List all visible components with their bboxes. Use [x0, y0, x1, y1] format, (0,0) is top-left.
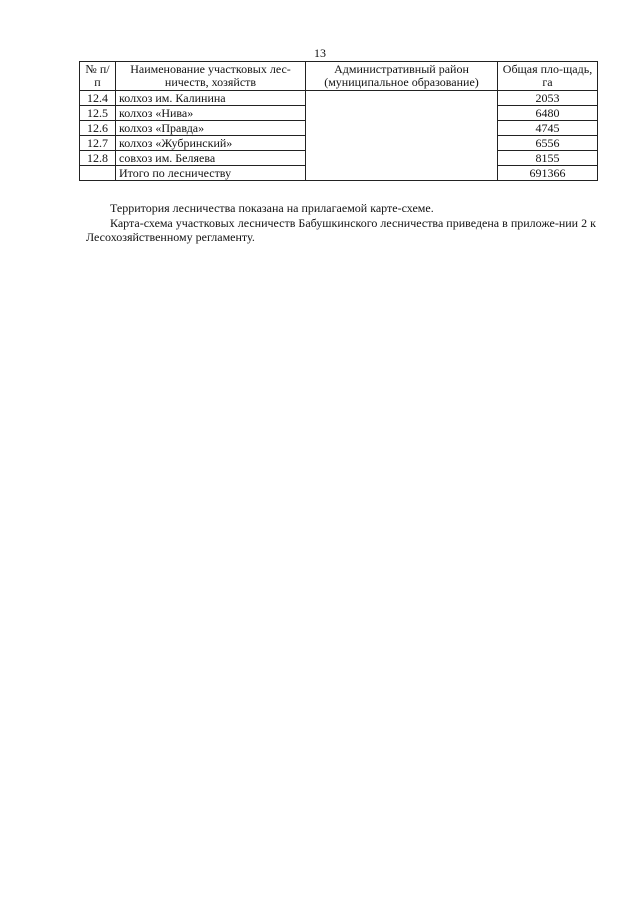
body-text — [86, 201, 596, 245]
header-name: Наименование участковых лес-ничеств, хозяйств — [116, 62, 306, 91]
row-num: 12.5 — [80, 106, 116, 121]
total-area: 691366 — [498, 166, 598, 181]
row-num: 12.8 — [80, 151, 116, 166]
row-name: совхоз им. Беляева — [116, 151, 306, 166]
district-cell — [306, 91, 498, 181]
row-area: 6480 — [498, 106, 598, 121]
paragraph: Территория лесничества показана на прилагаемой карте-схеме. — [110, 201, 434, 215]
header-area: Общая пло-щадь, га — [498, 62, 598, 91]
row-area: 4745 — [498, 121, 598, 136]
table-header-row — [80, 62, 598, 91]
row-name: колхоз «Нива» — [116, 106, 306, 121]
row-area: 2053 — [498, 91, 598, 106]
row-num: 12.4 — [80, 91, 116, 106]
paragraph: Карта-схема участковых лесничеств Бабушкинского лесничества приведена в приложе-нии 2 к Лесохозяйственному регламенту. — [86, 215, 596, 244]
row-num: 12.7 — [80, 136, 116, 151]
row-area: 8155 — [498, 151, 598, 166]
header-num: № п/п — [80, 62, 116, 91]
total-label: Итого по лесничеству — [116, 166, 306, 181]
row-name: колхоз им. Калинина — [116, 91, 306, 106]
table-row — [80, 91, 598, 106]
total-num — [80, 166, 116, 181]
page-number: 13 — [314, 46, 326, 60]
forestry-table — [79, 61, 598, 181]
row-area: 6556 — [498, 136, 598, 151]
row-num: 12.6 — [80, 121, 116, 136]
row-name: колхоз «Правда» — [116, 121, 306, 136]
row-name: колхоз «Жубринский» — [116, 136, 306, 151]
header-district: Административный район (муниципальное образование) — [306, 62, 498, 91]
